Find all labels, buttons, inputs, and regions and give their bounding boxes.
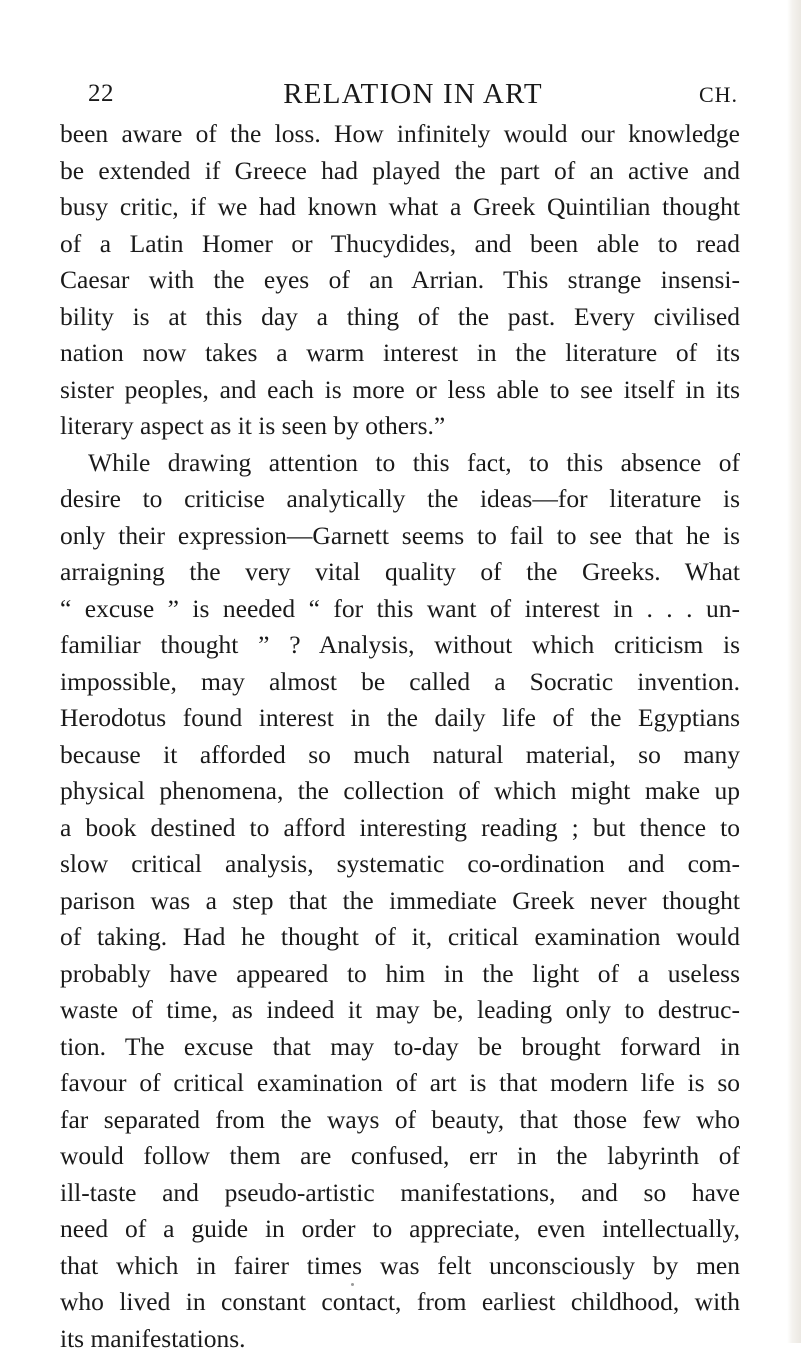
text-line: Herodotus found interest in the daily life of the Egyptians	[60, 700, 740, 737]
text-line: of a Latin Homer or Thucydides, and been able to read	[60, 226, 740, 263]
text-line: favour of critical examination of art is that modern life is so	[60, 1065, 740, 1102]
text-line: slow critical analysis, systematic co-ordination and com-	[60, 846, 740, 883]
text-line: sister peoples, and each is more or less able to see itself in its	[60, 372, 740, 409]
text-line: because it afforded so much natural material, so many	[60, 737, 740, 774]
text-line: tion. The excuse that may to-day be brought forward in	[60, 1029, 740, 1066]
text-line: waste of time, as indeed it may be, leading only to destruc-	[60, 992, 740, 1029]
text-line: a book destined to afford interesting reading ; but thence to	[60, 810, 740, 847]
text-line: impossible, may almost be called a Socratic invention.	[60, 664, 740, 701]
chapter-abbrev: CH.	[699, 82, 738, 108]
text-line: nation now takes a warm interest in the literature of its	[60, 335, 740, 372]
text-line: parison was a step that the immediate Greek never thought	[60, 883, 740, 920]
text-line: probably have appeared to him in the light of a useless	[60, 956, 740, 993]
text-line: bility is at this day a thing of the past. Every civilised	[60, 299, 740, 336]
text-line: far separated from the ways of beauty, that those few who	[60, 1102, 740, 1139]
text-line: who lived in constant contact, from earliest childhood, with	[60, 1284, 740, 1321]
text-line: would follow them are confused, err in the labyrinth of	[60, 1138, 740, 1175]
running-head	[88, 80, 738, 116]
text-line: ill-taste and pseudo-artistic manifestations, and so have	[60, 1175, 740, 1212]
text-line: physical phenomena, the collection of which might make up	[60, 773, 740, 810]
page-number: 22	[88, 80, 114, 108]
text-line: literary aspect as it is seen by others.”	[60, 408, 740, 445]
text-line: of taking. Had he thought of it, critical examination would	[60, 919, 740, 956]
text-line: that which in fairer times was felt unconsciously by men	[60, 1248, 740, 1285]
text-line: busy critic, if we had known what a Greek Quintilian thought	[60, 189, 740, 226]
text-line: familiar thought ” ? Analysis, without which criticism is	[60, 627, 740, 664]
text-line: Caesar with the eyes of an Arrian. This strange insensi-	[60, 262, 740, 299]
text-line: need of a guide in order to appreciate, even intellectually,	[60, 1211, 740, 1248]
text-line: “ excuse ” is needed “ for this want of interest in . . . un-	[60, 591, 740, 628]
text-line: its manifestations.	[60, 1321, 740, 1357]
text-line: be extended if Greece had played the part of an active and	[60, 153, 740, 190]
text-line: desire to criticise analytically the ideas—for literature is	[60, 481, 740, 518]
page-edge-shadow	[787, 0, 801, 1343]
ink-speck	[351, 1283, 354, 1286]
text-line: arraigning the very vital quality of the Greeks. What	[60, 554, 740, 591]
text-line: only their expression—Garnett seems to fail to see that he is	[60, 518, 740, 555]
text-line: While drawing attention to this fact, to this absence of	[60, 445, 740, 482]
running-title: RELATION IN ART	[88, 78, 738, 111]
text-line: been aware of the loss. How infinitely would our knowledge	[60, 116, 740, 153]
body-text	[60, 116, 740, 1357]
